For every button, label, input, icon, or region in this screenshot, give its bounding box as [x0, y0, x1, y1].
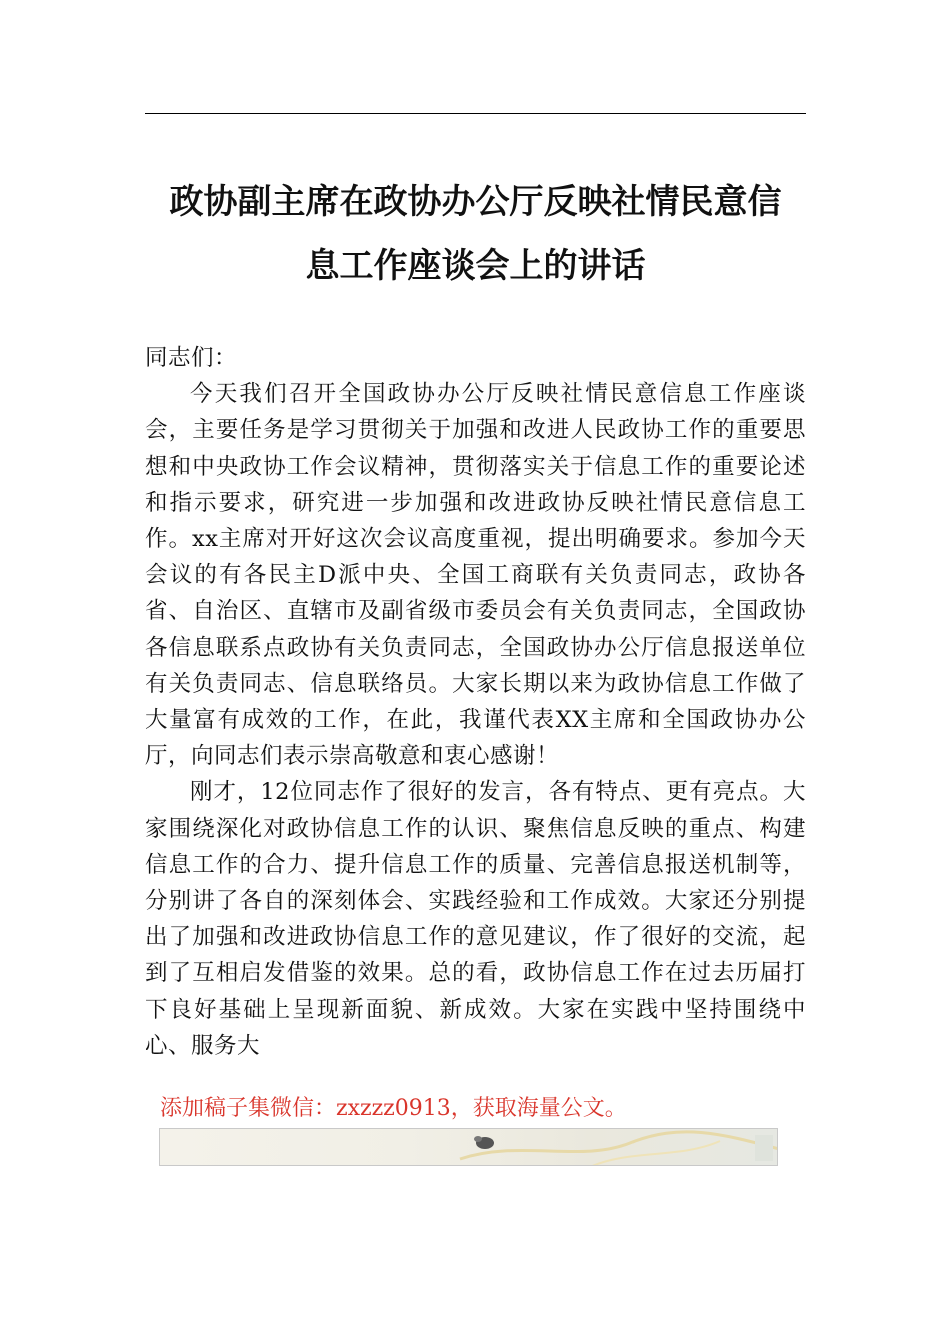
paragraph: 刚才，12位同志作了很好的发言，各有特点、更有亮点。大家围绕深化对政协信息工作的认识、聚焦信息反映的重点、构建信息工作的合力、提升信息工作的质量、完善信息报送机制等，分别讲了各自的深刻体会、实践经验和工作成效。大家还分别提出了加强和改进政协信息工作的意见建议，作了很好的交流，起到了互相启发借鉴的效果。总的看，政协信息工作在过去历届打下良好基础上呈现新面貌、新成效。大家在实践中坚持围绕中心、服务大 — [145, 779, 806, 1059]
salutation: 同志们： — [145, 345, 238, 371]
promo-text: 添加稿子集微信：zxzzz0913，获取海量公文。 — [160, 1096, 627, 1121]
decorative-banner-image — [159, 1128, 778, 1166]
title-line-2: 息工作座谈会上的讲话 — [305, 246, 646, 286]
document-body — [145, 340, 806, 1064]
document-title — [145, 170, 806, 298]
banner-wave-graphic — [160, 1129, 778, 1166]
top-divider — [145, 113, 806, 114]
title-line-1: 政协副主席在政协办公厅反映社情民意信 — [169, 182, 782, 222]
paragraph: 今天我们召开全国政协办公厅反映社情民意信息工作座谈会，主要任务是学习贯彻关于加强和改进人民政协工作的重要思想和中央政协工作会议精神，贯彻落实关于信息工作的重要论述和指示要求，研究进一步加强和改进政协反映社情民意信息工作。xx主席对开好这次会议高度重视，提出明确要求。参加今天会议的有各民主D派中央、全国工商联有关负责同志，政协各省、自治区、直辖市及副省级市委员会有关负责同志，全国政协各信息联系点政协有关负责同志，全国政协办公厅信息报送单位有关负责同志、信息联络员。大家长期以来为政协信息工作做了大量富有成效的工作，在此，我谨代表XX主席和全国政协办公厅，向同志们表示崇高敬意和衷心感谢！ — [145, 381, 806, 770]
